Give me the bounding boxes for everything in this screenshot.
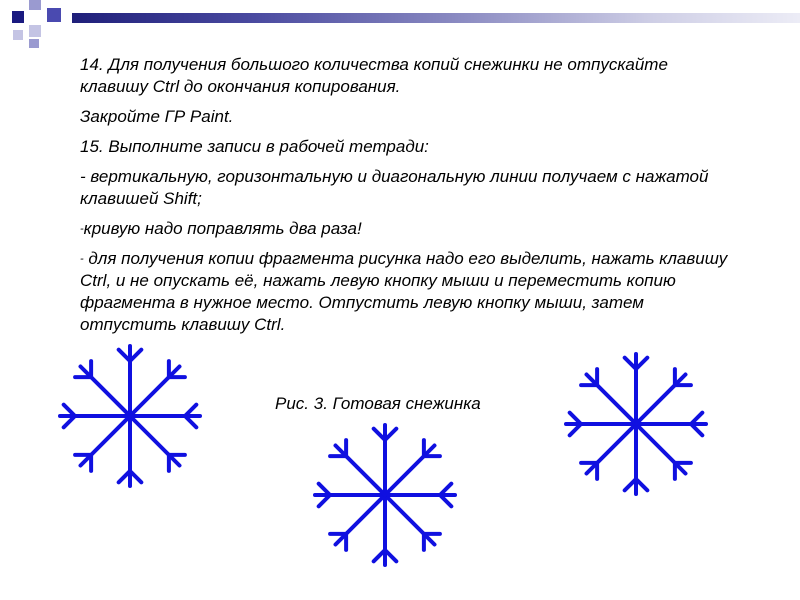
snowflake-ray bbox=[130, 416, 179, 465]
bullet-curve-text: кривую надо поправлять два раза! bbox=[83, 219, 362, 238]
deco-square-6 bbox=[29, 39, 39, 48]
deco-square-3 bbox=[47, 8, 61, 22]
snowflake-ray bbox=[385, 495, 434, 544]
snowflake-icon bbox=[556, 344, 716, 504]
snowflake-ray bbox=[81, 367, 130, 416]
bullet-dash: - bbox=[80, 223, 84, 235]
header-gradient-bar bbox=[72, 13, 800, 23]
snowflake-icon bbox=[50, 336, 210, 496]
snowflake-ray bbox=[130, 367, 179, 416]
snowflake-ray bbox=[587, 375, 636, 424]
snowflake-ray bbox=[81, 416, 130, 465]
instruction-text bbox=[80, 54, 740, 344]
paragraph-close-paint: Закройте ГР Paint. bbox=[80, 107, 234, 126]
snowflake-ray bbox=[636, 375, 685, 424]
paragraph-15: 15. Выполните записи в рабочей тетради: bbox=[80, 137, 429, 156]
figure-caption: Рис. 3. Готовая снежинка bbox=[275, 394, 481, 413]
deco-square-5 bbox=[13, 30, 23, 40]
snowflake-ray bbox=[336, 495, 385, 544]
bullet-dash: - bbox=[80, 253, 84, 265]
snowflake-ray bbox=[587, 424, 636, 473]
paragraph-14: 14. Для получения большого количества копий снежинки не отпускайте клавишу Ctrl до окончания копирования. bbox=[80, 55, 668, 96]
deco-square-4 bbox=[29, 25, 41, 37]
snowflake-ray bbox=[336, 446, 385, 495]
bullet-copy-fragment-text: для получения копии фрагмента рисунка надо его выделить, нажать клавишу Ctrl, и не опускать её, нажать левую кнопку мыши и переместить копию фрагмента в нужное место. Отпустить левую кнопку мыши, затем отпустить клавишу Ctrl. bbox=[80, 249, 728, 334]
deco-square-1 bbox=[12, 11, 24, 23]
deco-square-2 bbox=[29, 0, 41, 10]
snowflake-icon bbox=[305, 415, 465, 575]
snowflake-ray bbox=[636, 424, 685, 473]
bullet-curve bbox=[80, 218, 740, 240]
bullet-copy-fragment bbox=[80, 248, 740, 336]
bullet-shift-lines: - вертикальную, горизонтальную и диагональную линии получаем с нажатой клавишей Shift; bbox=[80, 167, 709, 208]
snowflake-ray bbox=[385, 446, 434, 495]
